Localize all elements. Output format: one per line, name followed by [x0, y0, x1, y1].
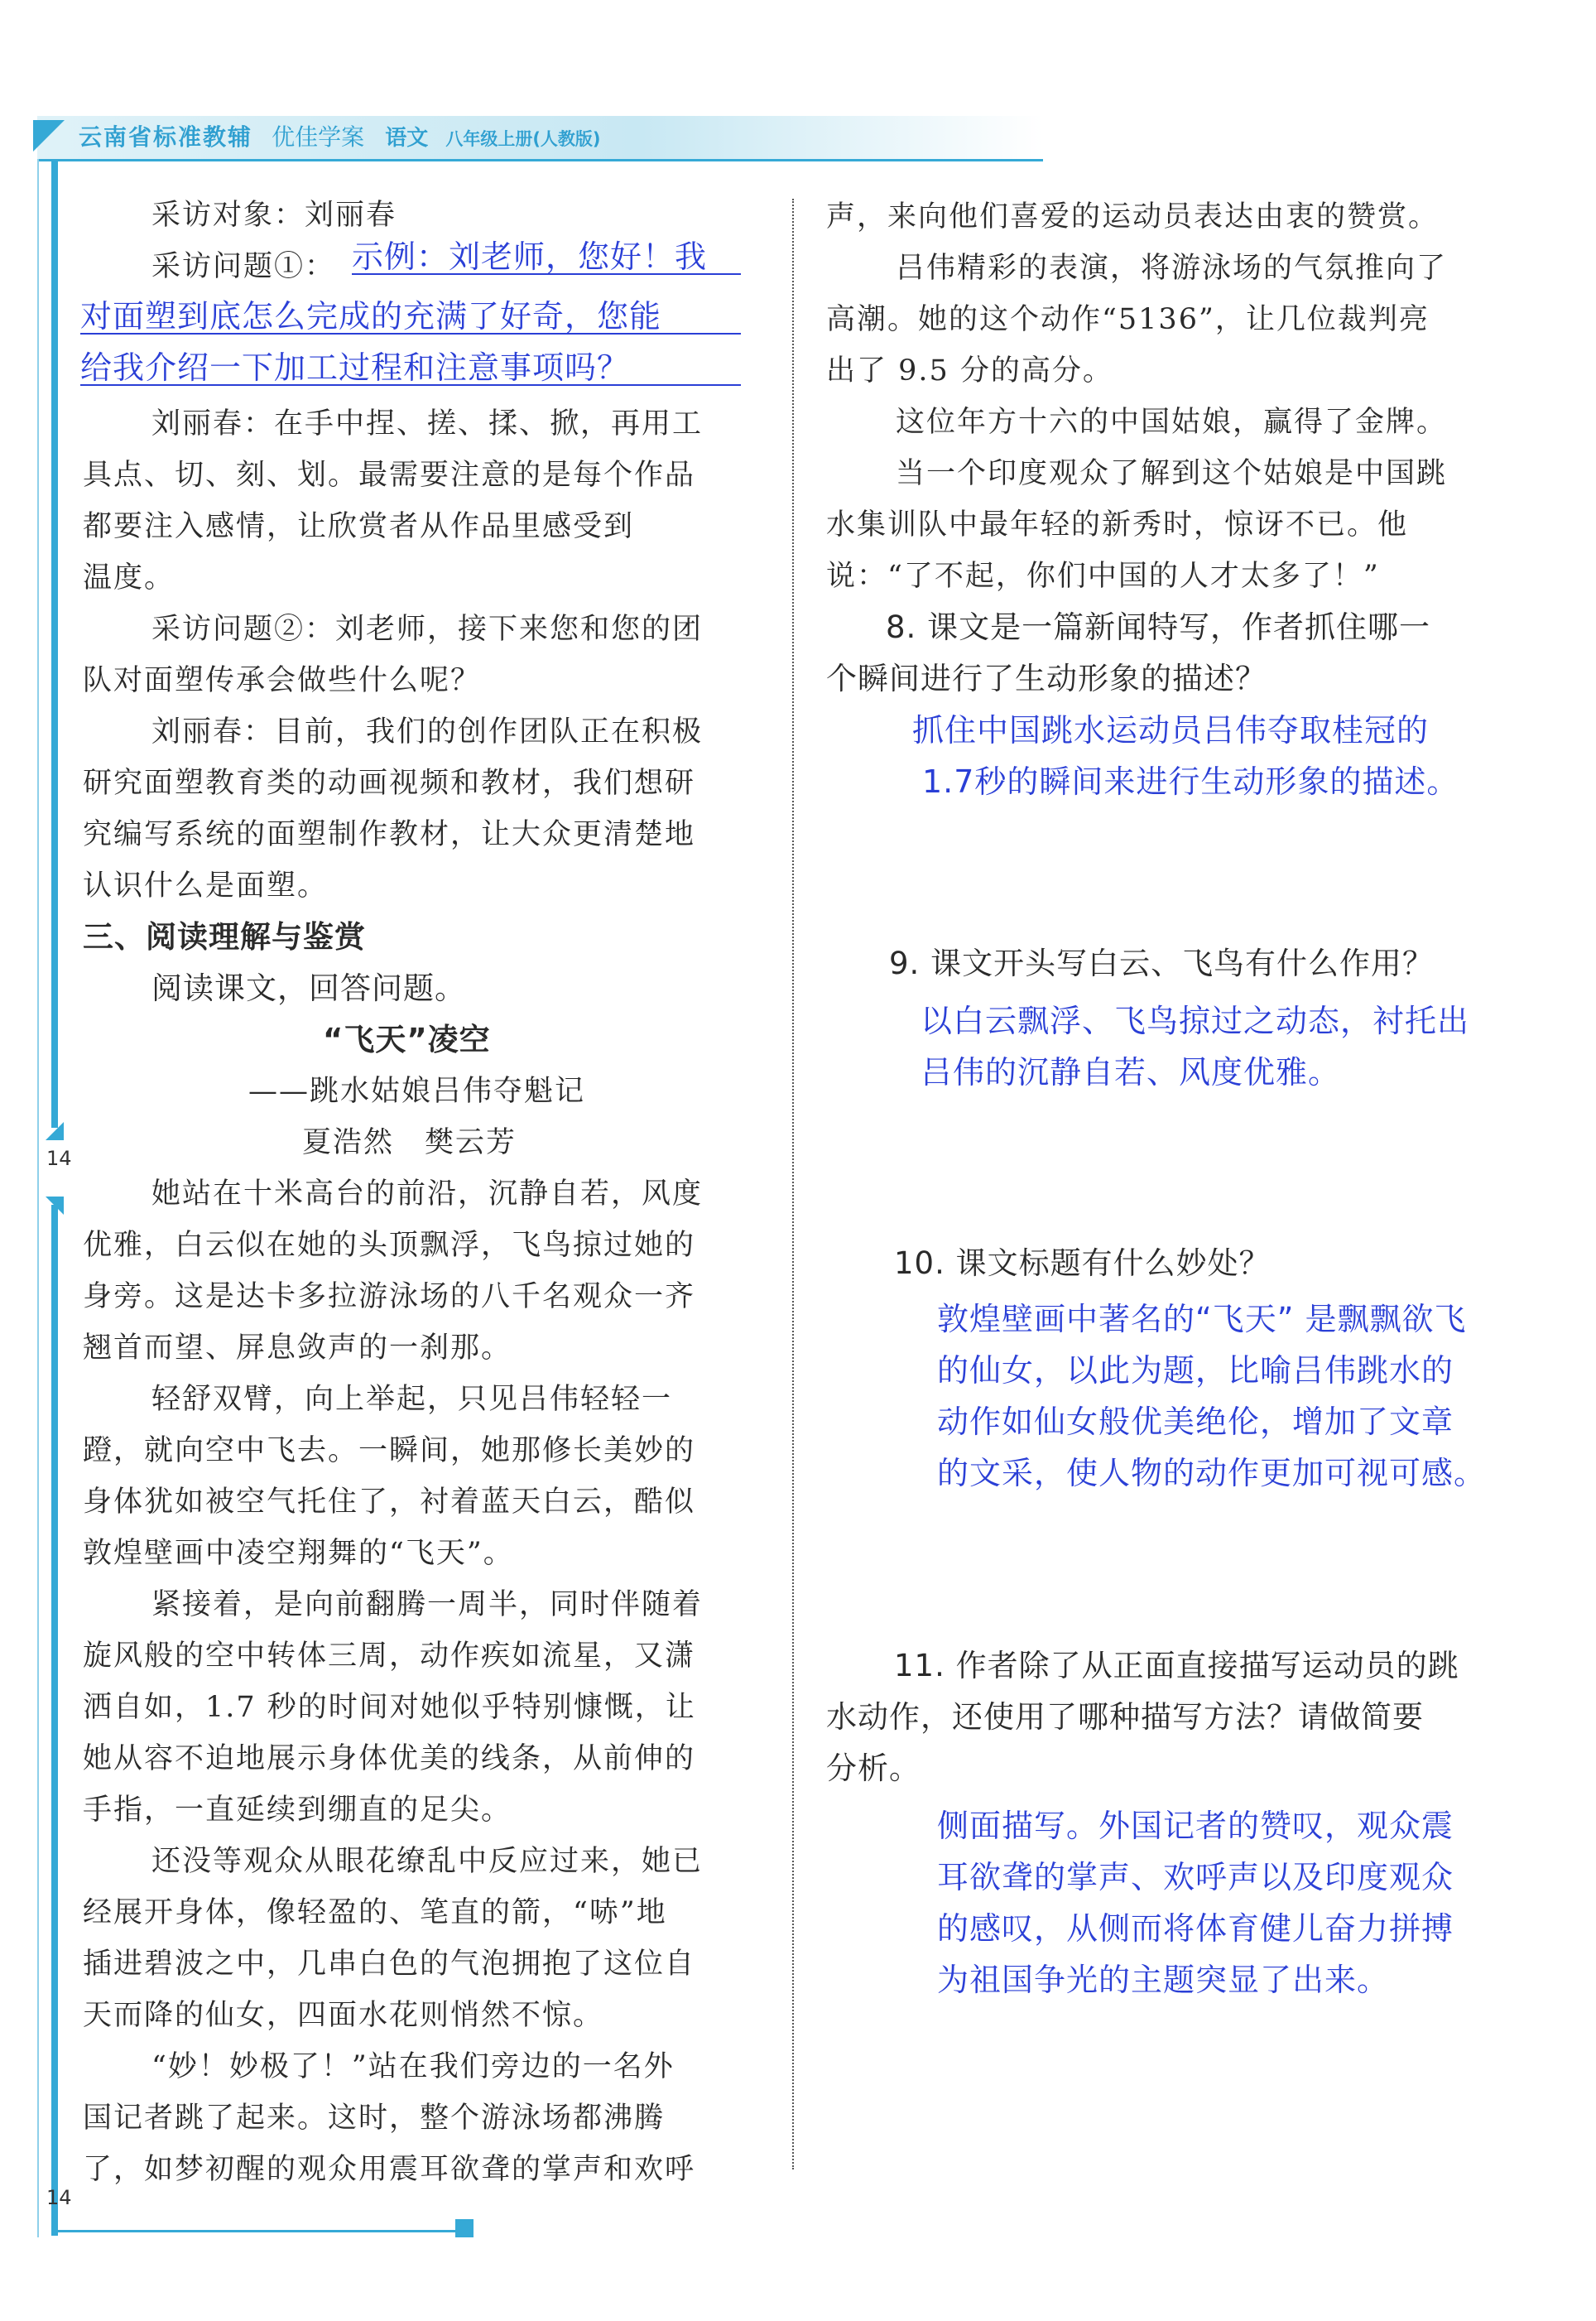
paragraph-line: 紧接着，是向前翻腾一周半，同时伴随着	[151, 1588, 704, 1621]
page-number-footer: 14	[46, 2186, 72, 2209]
paragraph-line: 出了 9.5 分的高分。	[826, 354, 1113, 388]
paragraph-line: “妙！妙极了！”站在我们旁边的一名外	[151, 2050, 675, 2083]
instruction: 阅读课文，回答问题。	[151, 970, 466, 1006]
side-rail-bottom	[51, 1205, 58, 2236]
paragraph-line: 优雅，白云似在她的头顶飘浮，飞鸟掠过她的	[83, 1229, 696, 1262]
paragraph-line: 具点、切、刻、划。最需要注意的是每个作品	[83, 459, 696, 492]
answer-8-line-1: 抓住中国跳水运动员吕伟夺取桂冠的	[912, 712, 1430, 749]
answer-q1-line-2: 对面塑到底怎么完成的充满了好奇，您能	[80, 300, 741, 335]
paragraph-line: 队对面塑传承会做些什么呢？	[83, 664, 482, 697]
paragraph-line: 声，来向他们喜爱的运动员表达由衷的赞赏。	[826, 200, 1440, 234]
paragraph-line: 温度。	[83, 561, 175, 595]
paragraph-line: 敦煌壁画中凌空翔舞的“飞天”。	[83, 1537, 514, 1570]
paragraph-line: 经展开身体，像轻盈的、笔直的箭，“哧”地	[83, 1896, 667, 1929]
paragraph-line: 身体犹如被空气托住了，衬着蓝天白云，酷似	[83, 1486, 696, 1519]
answer-9-line-2: 吕伟的沉静自若、风度优雅。	[921, 1054, 1341, 1091]
footer-square	[455, 2219, 474, 2237]
question-11-cont: 水动作，还使用了哪种描写方法？请做简要	[826, 1699, 1424, 1735]
paragraph-line: 蹬，就向空中飞去。一瞬间，她那修长美妙的	[83, 1434, 696, 1467]
article-title: “飞天”凌空	[323, 1022, 491, 1057]
paragraph-line: 了，如梦初醒的观众用震耳欲聋的掌声和欢呼	[83, 2153, 696, 2186]
answer-10-line-1: 敦煌壁画中著名的“飞天” 是飘飘欲飞	[937, 1301, 1467, 1337]
header-grade: 八年级上册(人教版)	[445, 129, 601, 149]
paragraph-line: 吕伟精彩的表演，将游泳场的气氛推向了	[896, 252, 1448, 285]
page-number: 14	[46, 1147, 72, 1170]
paragraph-line: 她站在十米高台的前沿，沉静自若，风度	[151, 1177, 704, 1211]
paragraph-line: 这位年方十六的中国姑娘，赢得了金牌。	[896, 406, 1448, 439]
question-9: 9. 课文开头写白云、飞鸟有什么作用？	[889, 946, 1435, 981]
question-11: 11. 作者除了从正面直接描写运动员的跳	[894, 1648, 1459, 1683]
column-divider	[792, 199, 794, 2169]
page-edge-line	[37, 159, 39, 2237]
footer-line	[51, 2230, 457, 2232]
answer-10-line-4: 的文采，使人物的动作更加可视可感。	[937, 1455, 1487, 1491]
paragraph-line: 水集训队中最年轻的新秀时，惊讶不已。他	[826, 508, 1409, 542]
question-11-cont: 分析。	[826, 1750, 921, 1786]
paragraph-line: 她从容不迫地展示身体优美的线条，从前伸的	[83, 1742, 696, 1775]
answer-9-line-1: 以白云飘浮、飞鸟掠过之动态，衬托出	[921, 1003, 1470, 1039]
paragraph-line: 国记者跳了起来。这时，整个游泳场都沸腾	[83, 2102, 666, 2135]
side-rail-top	[51, 159, 58, 1128]
paragraph-line: 刘丽春：在手中捏、搓、揉、掀，再用工	[151, 407, 704, 441]
question-8-cont: 个瞬间进行了生动形象的描述？	[826, 661, 1267, 696]
header-corner-decoration	[33, 120, 65, 152]
paragraph-line: 旋风般的空中转体三周，动作疾如流星，又潇	[83, 1640, 696, 1673]
paragraph-line: 刘丽春：目前，我们的创作团队正在积极	[151, 715, 704, 749]
paragraph-line: 插进碧波之中，几串白色的气泡拥抱了这位自	[83, 1948, 696, 1981]
answer-11-line-3: 的感叹，从侧而将体育健儿奋力拼搏	[937, 1910, 1454, 1947]
answer-8-line-2: 1.7秒的瞬间来进行生动形象的描述。	[922, 763, 1459, 800]
header-brand: 云南省标准教辅	[79, 123, 253, 151]
rail-notch-top	[46, 1122, 64, 1140]
paragraph-line: 认识什么是面塑。	[83, 869, 329, 903]
answer-11-line-4: 为祖国争光的主题突显了出来。	[937, 1962, 1390, 1998]
section-heading: 三、阅读理解与鉴赏	[83, 919, 366, 955]
paragraph-line: 当一个印度观众了解到这个姑娘是中国跳	[896, 457, 1448, 490]
article-authors: 夏浩然 樊云芳	[302, 1126, 517, 1159]
interview-question-2: 采访问题②：刘老师，接下来您和您的团	[151, 613, 704, 646]
question-10: 10. 课文标题有什么妙处？	[894, 1245, 1271, 1281]
answer-q1-line-3: 给我介绍一下加工过程和注意事项吗？	[80, 351, 741, 386]
question-8: 8. 课文是一篇新闻特写，作者抓住哪一	[886, 609, 1431, 645]
article-subtitle: ——跳水姑娘吕伟夺魁记	[248, 1075, 586, 1108]
paragraph-line: 高潮。她的这个动作“5136”，让几位裁判亮	[826, 303, 1430, 336]
answer-10-line-3: 动作如仙女般优美绝伦，增加了文章	[937, 1404, 1454, 1440]
answer-q1-line-1: 示例：刘老师，您好！我	[352, 240, 741, 275]
paragraph-line: 天而降的仙女，四面水花则悄然不惊。	[83, 1999, 604, 2032]
paragraph-line: 说：“了不起，你们中国的人才太多了！”	[826, 560, 1380, 593]
answer-10-line-2: 的仙女，以此为题，比喻吕伟跳水的	[937, 1352, 1454, 1389]
paragraph-line: 身旁。这是达卡多拉游泳场的八千名观众一齐	[83, 1280, 696, 1313]
paragraph-line: 洒自如，1.7 秒的时间对她似乎特别慷慨，让	[83, 1691, 696, 1724]
running-header	[79, 121, 601, 154]
paragraph-line: 轻舒双臂，向上举起，只见吕伟轻轻一	[151, 1383, 673, 1416]
interview-question-1-label: 采访问题①：	[151, 250, 336, 283]
paragraph-line: 还没等观众从眼花缭乱中反应过来，她已	[151, 1845, 704, 1878]
interview-subject: 采访对象：刘丽春	[151, 199, 397, 232]
paragraph-line: 手指，一直延续到绷直的足尖。	[83, 1794, 512, 1827]
paragraph-line: 都要注入感情，让欣赏者从作品里感受到	[83, 510, 635, 543]
answer-11-line-2: 耳欲聋的掌声、欢呼声以及印度观众	[937, 1859, 1454, 1895]
paragraph-line: 研究面塑教育类的动画视频和教材，我们想研	[83, 767, 696, 800]
paragraph-line: 究编写系统的面塑制作教材，让大众更清楚地	[83, 818, 696, 851]
answer-11-line-1: 侧面描写。外国记者的赞叹，观众震	[937, 1808, 1454, 1844]
header-subject: 语文	[385, 126, 429, 151]
paragraph-line: 翘首而望、屏息敛声的一刹那。	[83, 1331, 512, 1365]
header-series: 优佳学案	[272, 123, 365, 151]
